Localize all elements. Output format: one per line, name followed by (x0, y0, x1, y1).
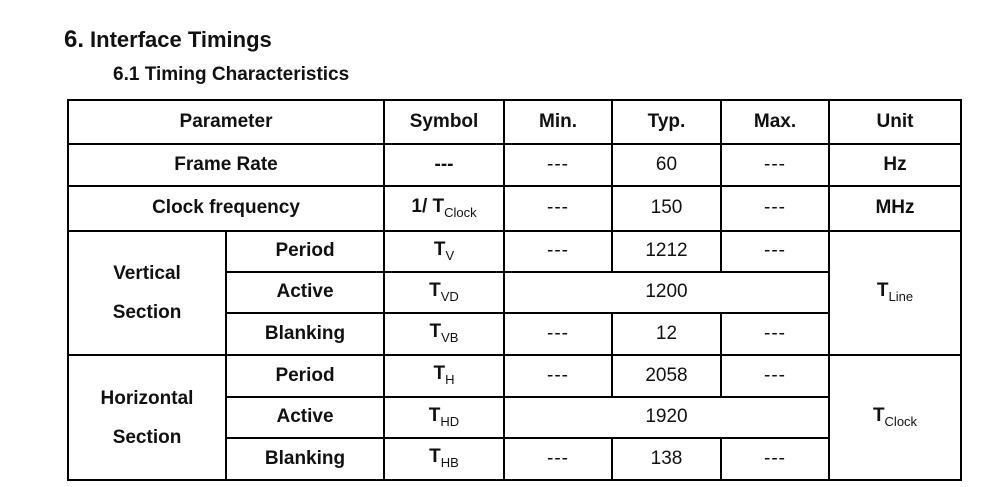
vertical-active-symbol (384, 272, 504, 313)
horizontal-blanking-label: Blanking (226, 438, 384, 480)
horizontal-unit (829, 355, 961, 480)
clock-symbol-sub: Clock (444, 204, 477, 220)
header-parameter: Parameter (68, 100, 384, 144)
horizontal-unit-sub: Clock (884, 413, 918, 429)
horizontal-unit-main: T (872, 404, 885, 426)
section-number: 6. (64, 26, 85, 53)
horizontal-label-line2: Section (112, 426, 182, 448)
horizontal-section-label (68, 355, 226, 480)
horizontal-period-max: --- (721, 355, 829, 397)
table-row-vertical-period (68, 231, 961, 272)
vertical-active-value: 1200 (504, 272, 829, 313)
horizontal-active-symbol (384, 397, 504, 438)
section-title: Interface Timings (90, 27, 272, 52)
vertical-unit-main: T (876, 280, 889, 302)
header-min: Min. (504, 100, 612, 144)
vertical-period-symbol-sub: V (445, 247, 455, 263)
frame-rate-typ: 60 (612, 144, 721, 186)
clock-unit: MHz (829, 186, 961, 231)
clock-max: --- (721, 186, 829, 231)
horizontal-active-value: 1920 (504, 397, 829, 438)
horizontal-period-symbol-main: T (433, 363, 446, 385)
vertical-label-line1: Vertical (113, 263, 181, 284)
clock-min: --- (504, 186, 612, 231)
vertical-unit (829, 231, 961, 355)
timing-table (67, 99, 962, 481)
header-symbol: Symbol (384, 100, 504, 144)
frame-rate-symbol: --- (384, 144, 504, 186)
horizontal-period-symbol (384, 355, 504, 397)
vertical-blanking-label: Blanking (226, 313, 384, 355)
vertical-period-min: --- (504, 231, 612, 272)
horizontal-blanking-max: --- (721, 438, 829, 480)
vertical-period-label: Period (226, 231, 384, 272)
table-row-clock (68, 186, 961, 231)
table-row-frame-rate (68, 144, 961, 186)
horizontal-active-symbol-sub: HD (440, 413, 460, 429)
horizontal-active-label: Active (226, 397, 384, 438)
header-max: Max. (721, 100, 829, 144)
horizontal-period-label: Period (226, 355, 384, 397)
clock-symbol (384, 186, 504, 231)
frame-rate-label: Frame Rate (68, 144, 384, 186)
horizontal-period-min: --- (504, 355, 612, 397)
clock-symbol-main: 1/ T (411, 195, 445, 217)
horizontal-label-line1: Horizontal (100, 387, 194, 409)
section-heading (64, 26, 272, 54)
vertical-blanking-symbol-main: T (429, 321, 442, 343)
header-typ: Typ. (612, 100, 721, 144)
vertical-active-label: Active (226, 272, 384, 313)
horizontal-active-symbol-main: T (428, 404, 441, 426)
frame-rate-unit: Hz (829, 144, 961, 186)
vertical-active-symbol-main: T (429, 279, 441, 301)
vertical-period-symbol-main: T (433, 238, 446, 260)
vertical-blanking-symbol (384, 313, 504, 355)
header-unit: Unit (829, 100, 961, 144)
vertical-period-typ: 1212 (612, 231, 721, 272)
clock-label: Clock frequency (68, 186, 384, 231)
vertical-blanking-max: --- (721, 313, 829, 355)
horizontal-period-typ: 2058 (612, 355, 721, 397)
horizontal-period-symbol-sub: H (445, 372, 455, 388)
vertical-section-label (68, 231, 226, 355)
vertical-active-symbol-sub: VD (440, 288, 459, 304)
horizontal-blanking-min: --- (504, 438, 612, 480)
vertical-blanking-symbol-sub: VB (441, 330, 459, 346)
header-row (68, 100, 961, 144)
vertical-blanking-typ: 12 (612, 313, 721, 355)
vertical-period-symbol (384, 231, 504, 272)
frame-rate-min: --- (504, 144, 612, 186)
horizontal-blanking-symbol-sub: HB (440, 455, 459, 471)
horizontal-blanking-typ: 138 (612, 438, 721, 480)
horizontal-blanking-symbol-main: T (429, 446, 441, 468)
vertical-unit-sub: Line (888, 289, 914, 305)
subsection-heading: 6.1 Timing Characteristics (113, 64, 350, 85)
frame-rate-max: --- (721, 144, 829, 186)
vertical-blanking-min: --- (504, 313, 612, 355)
table-row-horizontal-period (68, 355, 961, 397)
vertical-label-line2: Section (112, 302, 182, 323)
vertical-period-max: --- (721, 231, 829, 272)
horizontal-blanking-symbol (384, 438, 504, 480)
clock-typ: 150 (612, 186, 721, 231)
